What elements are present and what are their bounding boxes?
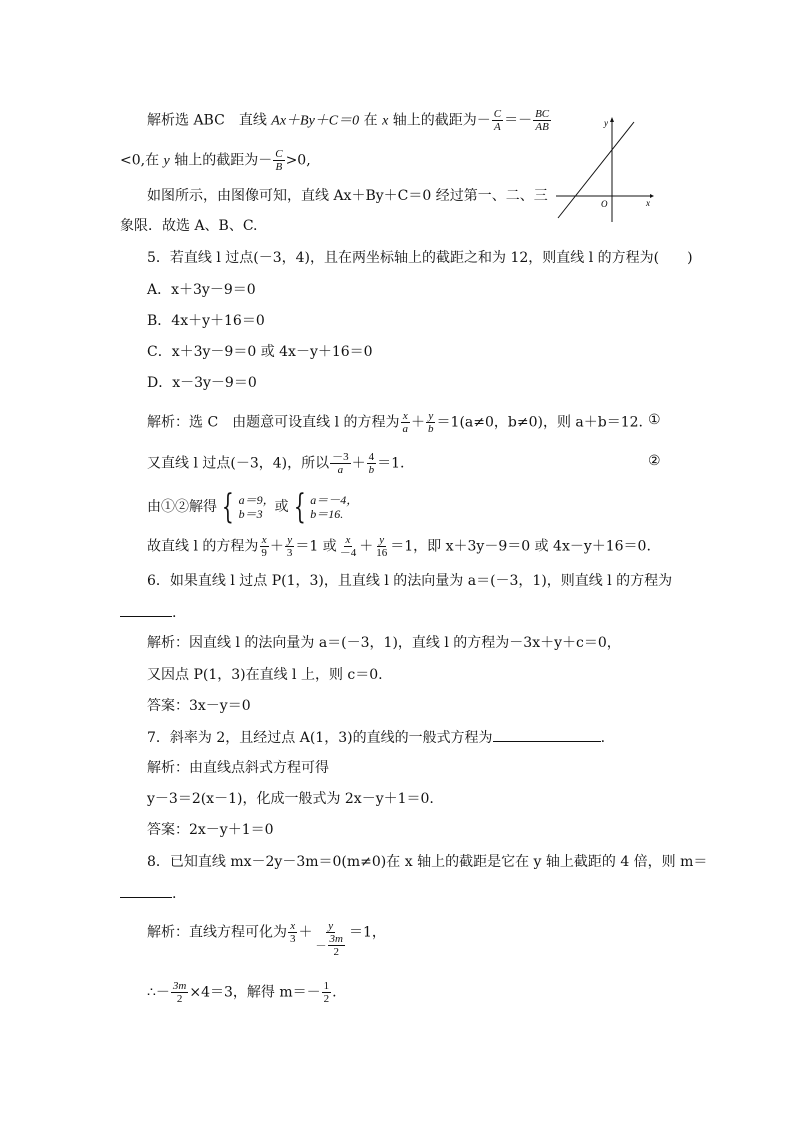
p4-equation: Ax＋By＋C＝0 xyxy=(271,113,360,129)
q5-option-d: D．x－3y－9＝0 xyxy=(147,375,257,391)
q5-solution-1 xyxy=(147,410,643,435)
q5-fraction: $\frac{x}{-4}$ xyxy=(339,534,357,559)
q5-solution-3 xyxy=(147,487,359,527)
x-axis-label: x xyxy=(646,198,650,208)
y-axis-label: y xyxy=(604,118,608,128)
q8-answer-blank xyxy=(120,883,172,898)
q6-stem: 6．如果直线 l 过点 P(1，3)，且直线 l 的法向量为 a＝(－3，1)，则直线 l 的方程为 xyxy=(147,573,673,589)
q8-stem: 8．已知直线 mx－2y－3m＝0(m≠0)在 x 轴上的截距是它在 y 轴上截距的 4 倍，则 m＝ xyxy=(147,854,708,870)
origin-label: O xyxy=(601,199,608,209)
q5-text: ＝1 或 xyxy=(295,538,337,555)
q6-blank-line: . xyxy=(120,602,176,623)
q8-fraction: $\frac{x}{3}$ xyxy=(290,920,296,945)
q5-text: 又直线 l 过点(－3，4)，所以 xyxy=(147,455,330,472)
q5-option-a: A．x＋3y－9＝0 xyxy=(147,282,256,298)
q5-fraction: $\frac{x}{9}$ xyxy=(261,534,267,559)
p4-text: <0,在 xyxy=(120,152,164,169)
q8-fraction: $\frac{1}{2}$ xyxy=(323,980,330,1005)
p4-line-4: 象限．故选 A、B、C. xyxy=(120,218,258,234)
q8-text: ＋ xyxy=(298,924,313,941)
q8-text: ＝1， xyxy=(348,924,386,941)
q6-solution-2: 又因点 P(1，3)在直线 l 上，则 c＝0. xyxy=(147,667,383,683)
q5-text: 或 xyxy=(274,499,289,515)
q5-fraction: $\frac{-3}{a}$ xyxy=(332,451,349,476)
q5-text: ＋ xyxy=(411,414,426,431)
q7-solution-1: 解析：由直线点斜式方程可得 xyxy=(147,760,329,776)
q5-fraction: $\frac{y}{3}$ xyxy=(286,534,293,559)
p4-var: y xyxy=(163,153,170,169)
q5-mark-2: ② xyxy=(648,453,661,469)
p4-text: 解析选 ABC 直线 xyxy=(147,112,272,129)
p4-text: 轴上的截距为－ xyxy=(388,112,491,129)
q5-fraction: $\frac{y}{b}$ xyxy=(428,410,434,435)
q8-nested-fraction: y － $\frac{3m}{2}$ xyxy=(315,920,343,958)
p4-var: x xyxy=(382,113,389,129)
q5-system-2: { a＝－4， b＝16. xyxy=(293,487,359,527)
q7-answer-blank xyxy=(493,727,601,742)
q5-text: ＝1. xyxy=(377,455,405,472)
graph-line xyxy=(558,122,634,218)
q8-text: 解析：直线方程可化为 xyxy=(147,924,287,941)
q5-text: ＋ xyxy=(269,538,284,555)
p4-line-3: 如图所示，由图像可知，直线 Ax＋By＋C＝0 经过第一、二、三 xyxy=(147,188,548,204)
p4-text: 在 xyxy=(359,112,383,129)
q8-text: ×4＝3，解得 m＝－ xyxy=(189,984,321,1001)
q5-text: ＝1(a≠0，b≠0)，则 a＋b＝12. xyxy=(436,414,643,431)
y-axis-arrow-icon xyxy=(610,117,614,122)
q6-answer-blank xyxy=(120,602,172,617)
q5-text: 故直线 l 的方程为 xyxy=(147,538,259,555)
q8-solution-1 xyxy=(147,920,386,958)
q5-text: ＋ xyxy=(359,538,374,555)
q5-text: ＝1，即 x＋3y－9＝0 或 4x－y＋16＝0. xyxy=(390,538,651,555)
q5-text: ＋ xyxy=(351,455,366,472)
p4-fraction: $\frac{C}{B}$ xyxy=(275,148,283,173)
q8-text: . xyxy=(332,984,337,1001)
x-axis-arrow-icon xyxy=(650,194,654,198)
q5-fraction: $\frac{x}{a}$ xyxy=(402,410,409,435)
p4-text: 轴上的截距为－ xyxy=(169,152,273,169)
q6-answer: 答案：3x－y＝0 xyxy=(147,698,251,714)
p4-line-1 xyxy=(147,108,552,133)
q5-system-1: { a＝9， b＝3 xyxy=(221,487,275,527)
q7-stem: 7．斜率为 2，且经过点 A(1，3)的直线的一般式方程为 . xyxy=(147,727,605,748)
q5-option-c: C．x＋3y－9＝0 或 4x－y＋16＝0 xyxy=(147,344,373,360)
q8-text: ∴－ xyxy=(147,984,170,1001)
q5-text: 由①②解得 xyxy=(147,499,217,515)
q5-stem: 5．若直线 l 过点(－3，4)，且在两坐标轴上的截距之和为 12，则直线 l 的方程为( ) xyxy=(147,250,693,266)
p4-text: ＝－ xyxy=(504,112,533,129)
q5-fraction: $\frac{y}{16}$ xyxy=(376,534,388,559)
q8-blank-line: . xyxy=(120,883,176,904)
q5-option-b: B．4x＋y＋16＝0 xyxy=(147,313,265,329)
q8-solution-2 xyxy=(147,980,337,1005)
p4-fraction: $\frac{C}{A}$ xyxy=(493,108,502,133)
q5-solution-4 xyxy=(147,534,651,559)
q7-solution-2: y－3＝2(x－1)，化成一般式为 2x－y＋1＝0. xyxy=(147,791,434,807)
q5-mark-1: ① xyxy=(648,412,661,428)
q5-solution-2 xyxy=(147,451,404,476)
q8-fraction: $\frac{3m}{2}$ xyxy=(172,980,187,1005)
q7-answer: 答案：2x－y＋1＝0 xyxy=(147,822,274,838)
p4-text: >0, xyxy=(285,152,311,169)
p4-fraction: $\frac{BC}{AB}$ xyxy=(535,108,550,133)
q5-fraction: $\frac{4}{b}$ xyxy=(368,451,375,476)
q6-solution-1: 解析：因直线 l 的法向量为 a＝(－3，1)，直线 l 的方程为－3x＋y＋c＝0， xyxy=(147,635,621,651)
q5-text: 解析：选 C 由题意可设直线 l 的方程为 xyxy=(147,414,400,431)
p4-line-2 xyxy=(120,148,311,173)
line-graph-figure xyxy=(552,114,656,224)
